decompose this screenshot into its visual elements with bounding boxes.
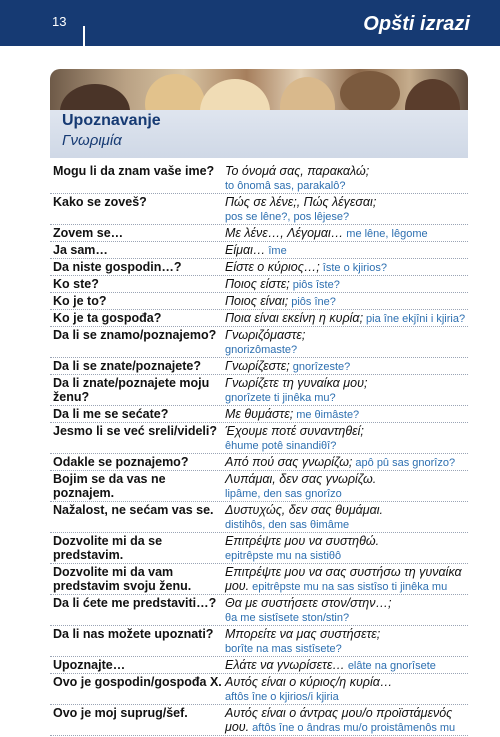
serbian-phrase: Dozvolite mi da vam predstavim svoju ženu. [53, 565, 192, 593]
translation-cell [225, 311, 467, 326]
greek-phrase: Ποια είναι εκείνη η κυρία; [225, 311, 364, 325]
phrase-row [50, 375, 468, 406]
phrase-row [50, 242, 468, 259]
transliteration: gnorîzete ti jinêka mu? [225, 392, 336, 404]
translation-cell [225, 424, 467, 453]
greek-phrase: Είστε ο κύριος…; [225, 260, 320, 274]
transliteration: piôs îste? [292, 279, 340, 291]
transliteration: borîte na mas sistîsete? [225, 643, 342, 655]
transliteration: pos se lêne?, pos lêjese? [225, 211, 350, 223]
serbian-phrase: Da li se znate/poznajete? [53, 359, 201, 373]
serbian-phrase: Bojim se da vas ne poznajem. [53, 472, 166, 500]
phrase-row [50, 406, 468, 423]
serbian-phrase: Dozvolite mi da se predstavim. [53, 534, 163, 562]
serbian-phrase: Da li nas možete upoznati? [53, 627, 214, 641]
phrase-row [50, 310, 468, 327]
transliteration: îste o kjirios? [322, 262, 387, 274]
serbian-phrase: Ko je to? [53, 294, 107, 308]
phrase-row [50, 533, 468, 564]
translation-cell [225, 407, 467, 422]
greek-phrase: Πώς σε λένε;, Πώς λέγεσαι; [225, 195, 377, 209]
phrase-row [50, 502, 468, 533]
greek-phrase: Γνωριζόμαστε; [225, 328, 306, 342]
serbian-phrase: Da niste gospodin…? [53, 260, 182, 274]
transliteration: me θimâste? [296, 409, 360, 421]
translation-cell [225, 565, 467, 594]
translation-cell [225, 260, 467, 275]
phrase-row [50, 471, 468, 502]
page-number: 13 [52, 14, 67, 29]
greek-phrase: Λυπάμαι, δεν σας γνωρίζω. [225, 472, 377, 486]
greek-phrase: Επιτρέψτε μου να σας συστήσω τη γυναίκα μου. [225, 565, 462, 593]
greek-phrase: Ελάτε να γνωρίσετε… [225, 658, 345, 672]
phrase-row [50, 163, 468, 194]
greek-phrase: Αυτός είναι ο άντρας μου/ο προϊστάμενός μου. [225, 706, 453, 734]
serbian-phrase: Ja sam… [53, 243, 108, 257]
serbian-phrase: Da li me se sećate? [53, 407, 169, 421]
translation-cell [225, 455, 467, 470]
translation-cell [225, 675, 467, 704]
transliteration: elâte na gnorîsete [347, 660, 436, 672]
translation-cell [225, 376, 467, 405]
translation-cell [225, 658, 467, 673]
greek-phrase: Γνωρίζεστε; [225, 359, 290, 373]
transliteration: pia îne ekjîni i kjiria? [366, 313, 466, 325]
phrase-list [50, 163, 468, 736]
serbian-phrase: Ovo je moj suprug/šef. [53, 706, 188, 720]
greek-phrase: Γνωρίζετε τη γυναίκα μου; [225, 376, 368, 390]
phrase-row [50, 564, 468, 595]
phrase-row [50, 276, 468, 293]
transliteration: aftôs îne o kjirios/i kjiria [225, 691, 339, 703]
translation-cell [225, 195, 467, 224]
greek-phrase: Μπορείτε να μας συστήσετε; [225, 627, 381, 641]
phrase-row [50, 259, 468, 276]
greek-phrase: Αυτός είναι ο κύριος/η κυρία… [225, 675, 393, 689]
phrase-row [50, 358, 468, 375]
transliteration: aftôs îne o ândras mu/o proistâmenôs mu [252, 722, 456, 734]
transliteration: apô pû sas gnorîzo? [355, 457, 456, 469]
greek-phrase: Θα με συστήσετε στον/στην…; [225, 596, 392, 610]
greek-phrase: Ποιος είστε; [225, 277, 290, 291]
phrase-row [50, 657, 468, 674]
greek-phrase: Από πού σας γνωρίζω; [225, 455, 353, 469]
greek-phrase: Ποιος είναι; [225, 294, 289, 308]
transliteration: to ônomâ sas, parakalô? [225, 180, 346, 192]
translation-cell [225, 328, 467, 357]
translation-cell [225, 596, 467, 625]
serbian-phrase: Da li ćete me predstaviti…? [53, 596, 217, 610]
greek-phrase: Δυστυχώς, δεν σας θυμάμαι. [225, 503, 383, 517]
transliteration: epitrêpste mu na sistiθô [225, 550, 342, 562]
greek-phrase: Με λένε…, Λέγομαι… [225, 226, 344, 240]
translation-cell [225, 243, 467, 258]
serbian-phrase: Mogu li da znam vaše ime? [53, 164, 215, 178]
phrase-row [50, 705, 468, 736]
transliteration: gnorizômaste? [225, 344, 298, 356]
translation-cell [225, 472, 467, 501]
translation-cell [225, 294, 467, 309]
translation-cell [225, 627, 467, 656]
phrase-row [50, 423, 468, 454]
serbian-phrase: Da li znate/poznajete moju ženu? [53, 376, 210, 404]
transliteration: θa me sistîsete ston/stin? [225, 612, 350, 624]
translation-cell [225, 277, 467, 292]
translation-cell [225, 503, 467, 532]
phrase-row [50, 626, 468, 657]
greek-phrase: Το όνομά σας, παρακαλώ; [225, 164, 370, 178]
phrase-row [50, 293, 468, 310]
transliteration: gnorîzeste? [292, 361, 351, 373]
serbian-phrase: Odakle se poznajemo? [53, 455, 189, 469]
serbian-phrase: Ko ste? [53, 277, 99, 291]
transliteration: îme [268, 245, 287, 257]
translation-cell [225, 534, 467, 563]
serbian-phrase: Nažalost, ne sećam vas se. [53, 503, 214, 517]
phrase-row [50, 454, 468, 471]
translation-cell [225, 706, 467, 735]
transliteration: lipâme, den sas gnorîzo [225, 488, 342, 500]
greek-phrase: Είμαι… [225, 243, 266, 257]
serbian-phrase: Kako se zoveš? [53, 195, 147, 209]
phrase-row [50, 225, 468, 242]
serbian-phrase: Ko je ta gospođa? [53, 311, 162, 325]
translation-cell [225, 226, 467, 241]
translation-cell [225, 164, 467, 193]
greek-phrase: Έχουμε ποτέ συναντηθεί; [225, 424, 364, 438]
phrase-row [50, 595, 468, 626]
serbian-phrase: Upoznajte… [53, 658, 126, 672]
header-divider [83, 26, 85, 46]
transliteration: piôs îne? [291, 296, 336, 308]
greek-phrase: Επιτρέψτε μου να συστηθώ. [225, 534, 380, 548]
heading-serbian: Upoznavanje [62, 112, 161, 129]
greek-phrase: Με θυμάστε; [225, 407, 294, 421]
heading-greek: Γνωριμία [62, 132, 122, 149]
transliteration: distihôs, den sas θimâme [225, 519, 350, 531]
transliteration: êhume potê sinandiθî? [225, 440, 337, 452]
serbian-phrase: Jesmo li se već sreli/videli? [53, 424, 217, 438]
transliteration: me lêne, lêgome [346, 228, 428, 240]
phrase-row [50, 674, 468, 705]
section-title: Opšti izrazi [363, 13, 470, 35]
translation-cell [225, 359, 467, 374]
serbian-phrase: Zovem se… [53, 226, 124, 240]
serbian-phrase: Ovo je gospodin/gospođa X. [53, 675, 222, 689]
transliteration: epitrêpste mu na sas sistîso ti jinêka mu [252, 581, 448, 593]
serbian-phrase: Da li se znamo/poznajemo? [53, 328, 217, 342]
phrase-row [50, 327, 468, 358]
phrase-row [50, 194, 468, 225]
